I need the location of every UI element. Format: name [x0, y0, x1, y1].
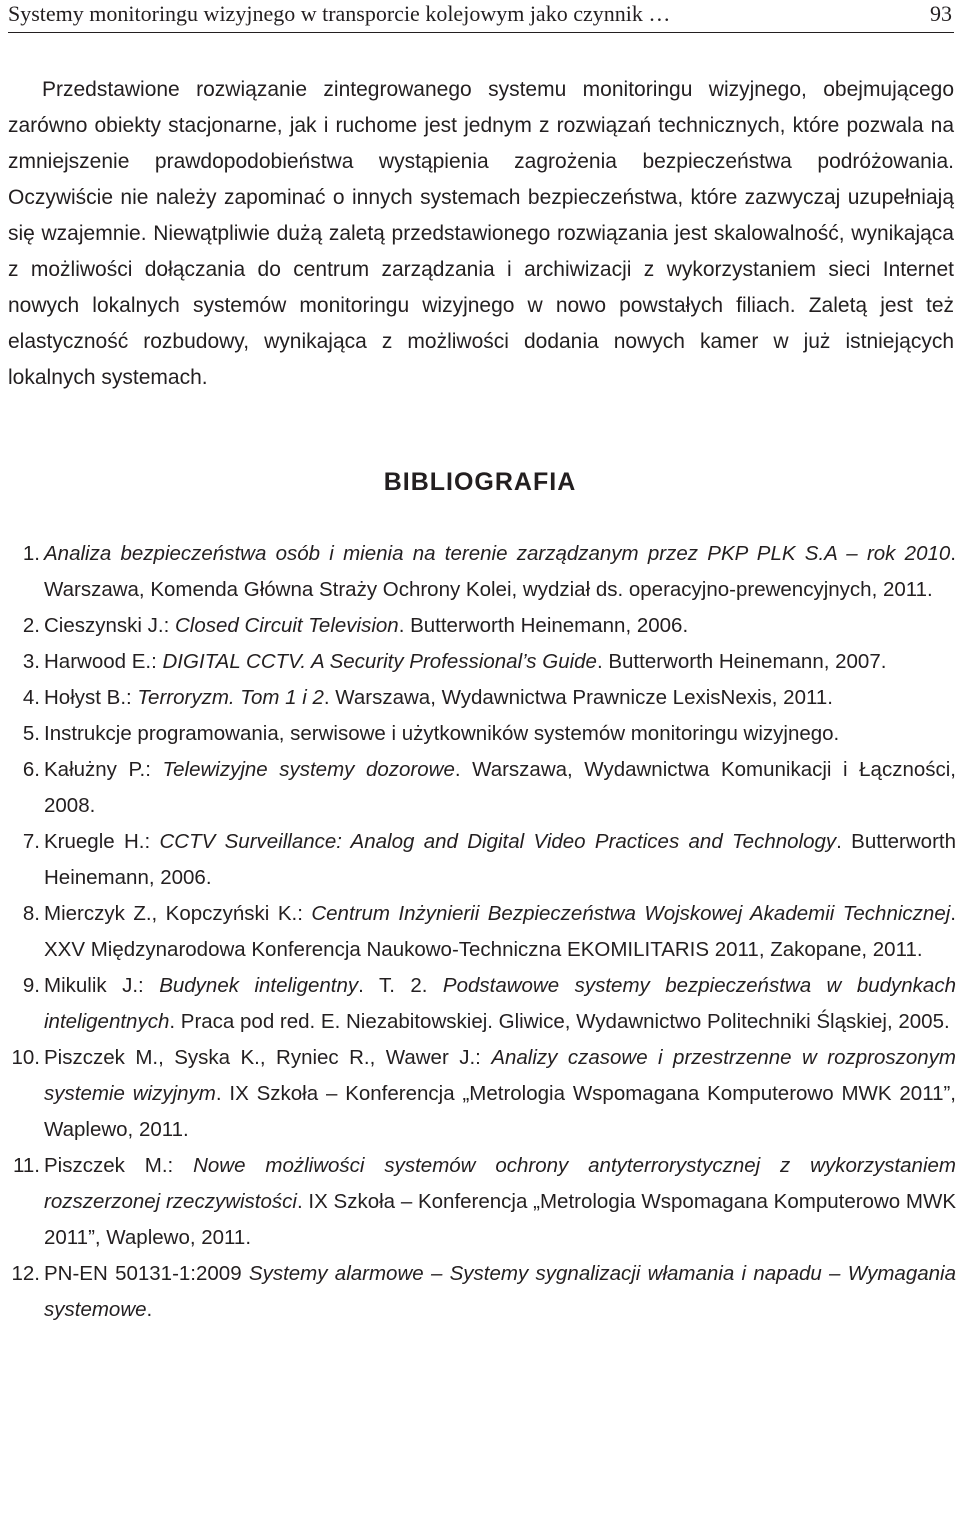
reference-authors: Instrukcje programowania, serwisowe i użytkowników systemów monitoringu wizyjnego.	[44, 722, 840, 745]
reference-number: 4.	[22, 686, 40, 709]
reference-details-extra: . Praca pod red. E. Niezabitowskiej. Gliwice, Wydawnictwo Politechniki Śląskiej, 2005.	[169, 1010, 950, 1033]
reference-title: Closed Circuit Television	[175, 614, 399, 637]
reference-number: 7.	[22, 830, 40, 853]
reference-title: Centrum Inżynierii Bezpieczeństwa Wojskowej Akademii Technicznej	[311, 902, 951, 925]
reference-details: . T. 2.	[358, 974, 443, 997]
reference-authors: Mikulik J.:	[44, 974, 160, 997]
reference-details: . Butterworth Heinemann, 2006.	[398, 614, 689, 637]
reference-number: 2.	[22, 614, 40, 637]
reference-item	[0, 716, 956, 752]
reference-details: .	[146, 1298, 153, 1321]
reference-number: 5.	[22, 722, 40, 745]
reference-item	[0, 536, 956, 608]
reference-number: 1.	[22, 542, 40, 565]
reference-title: CCTV Surveillance: Analog and Digital Video Practices and Technology	[159, 830, 837, 853]
reference-title: Nowe możliwości systemów ochrony antyterrorystycznej z wykorzystaniem rozszerzonej rzeczywistości	[44, 1154, 956, 1213]
reference-authors: Piszczek M., Syska K., Ryniec R., Wawer J.:	[44, 1046, 492, 1069]
reference-title: Terroryzm. Tom 1 i 2	[137, 686, 324, 709]
reference-number: 6.	[22, 758, 40, 781]
reference-details: . Warszawa, Komenda Główna Straży Ochrony Kolei, wydział ds. operacyjno-prewencyjnych, 2011.	[44, 542, 956, 601]
body-paragraph	[8, 72, 954, 396]
reference-authors: Hołyst B.:	[44, 686, 138, 709]
reference-item	[0, 644, 956, 680]
reference-details: . Butterworth Heinemann, 2007.	[596, 650, 887, 673]
reference-number: 3.	[22, 650, 40, 673]
reference-item	[0, 824, 956, 896]
bibliography-heading: BIBLIOGRAFIA	[383, 468, 577, 496]
reference-authors: Cieszynski J.:	[44, 614, 175, 637]
reference-item	[0, 896, 956, 968]
bibliography-list	[0, 536, 956, 1328]
reference-number: 12.	[11, 1262, 40, 1285]
reference-item	[0, 608, 956, 644]
reference-title: Analizy czasowe i przestrzenne w rozproszonym systemie wizyjnym	[44, 1046, 956, 1105]
reference-number: 9.	[22, 974, 40, 997]
reference-details: . Butterworth Heinemann, 2006.	[44, 830, 956, 889]
reference-details: . Warszawa, Wydawnictwa Komunikacji i Łączności, 2008.	[44, 758, 956, 817]
reference-authors: Harwood E.:	[44, 650, 163, 673]
reference-details: . IX Szkoła – Konferencja „Metrologia Wspomagana Komputerowo MWK 2011”, Waplewo, 2011.	[44, 1082, 956, 1141]
reference-details: . IX Szkoła – Konferencja „Metrologia Wspomagana Komputerowo MWK 2011”, Waplewo, 2011.	[44, 1190, 956, 1249]
reference-item	[0, 968, 956, 1040]
reference-authors: Mierczyk Z., Kopczyński K.:	[44, 902, 312, 925]
reference-item	[0, 752, 956, 824]
running-title: Systemy monitoringu wizyjnego w transporcie kolejowym jako czynnik …	[8, 1, 671, 26]
reference-title: DIGITAL CCTV. A Security Professional’s Guide	[162, 650, 597, 673]
reference-title: Telewizyjne systemy dozorowe	[162, 758, 455, 781]
reference-details: . XXV Międzynarodowa Konferencja Naukowo-Techniczna EKOMILITARIS 2011, Zakopane, 2011.	[44, 902, 956, 961]
reference-item	[0, 680, 956, 716]
reference-item	[0, 1148, 956, 1256]
reference-subtitle: Podstawowe systemy bezpieczeństwa w budynkach inteligentnych	[44, 974, 956, 1033]
reference-authors: PN-EN 50131-1:2009	[44, 1262, 249, 1285]
body-paragraph-text: Przedstawione rozwiązanie zintegrowanego systemu monitoringu wizyjnego, obejmującego zarówno obiekty stacjonarne, jak i ruchome jest jednym z rozwiązań technicznych, które pozwala na zmniejszenie prawdopodobieństwa wystąpienia zagrożenia bezpieczeństwa podróżowania. Oczywiście nie należy zapominać o innych systemach bezpieczeństwa, które zazwyczaj uzupełniają się wzajemnie. Niewątpliwie dużą zaletą przedstawionego rozwiązania jest skalowalność, wynikająca z możliwości dołączania do centrum zarządzania i archiwizacji z wykorzystaniem sieci Internet nowych lokalnych systemów monitoringu wizyjnego w nowo powstałych filiach. Zaletą jest też elastyczność rozbudowy, wynikająca z możliwości dodania nowych kamer w już istniejących lokalnych systemach.	[8, 78, 954, 389]
reference-item	[0, 1256, 956, 1328]
reference-details: . Warszawa, Wydawnictwa Prawnicze LexisNexis, 2011.	[323, 686, 833, 709]
reference-item	[0, 1040, 956, 1148]
reference-number: 8.	[22, 902, 40, 925]
reference-authors: Kruegle H.:	[44, 830, 160, 853]
page-number: 93	[930, 1, 952, 26]
running-header	[8, 0, 954, 33]
reference-title: Analiza bezpieczeństwa osób i mienia na terenie zarządzanym przez PKP PLK S.A – rok 2010	[44, 542, 951, 565]
reference-number: 10.	[11, 1046, 40, 1069]
reference-authors: Kałużny P.:	[44, 758, 163, 781]
reference-title: Budynek inteligentny	[159, 974, 359, 997]
reference-title: Systemy alarmowe – Systemy sygnalizacji włamania i napadu – Wymagania systemowe	[44, 1262, 956, 1321]
reference-number: 11.	[13, 1154, 40, 1177]
reference-authors: Piszczek M.:	[44, 1154, 194, 1177]
